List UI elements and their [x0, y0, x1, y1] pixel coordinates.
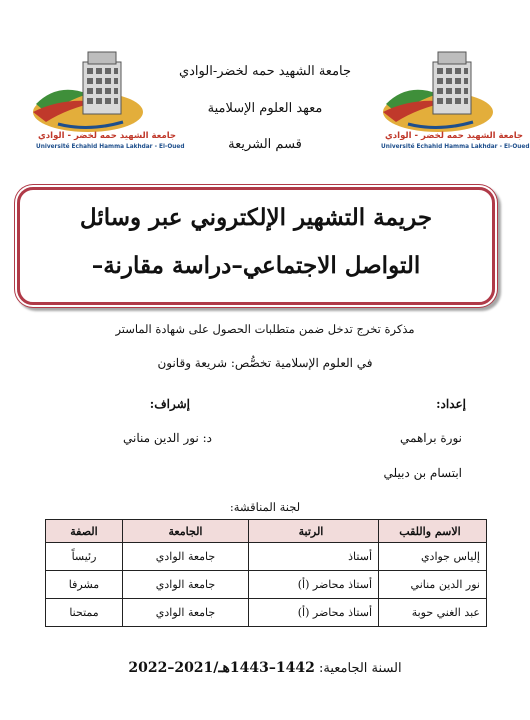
jury-member-role: مشرفا [46, 571, 123, 599]
jury-member-university: جامعة الوادي [123, 543, 249, 571]
university-emblem-icon [28, 42, 153, 137]
jury-label: لجنة المناقشة: [229, 500, 301, 514]
table-row [46, 571, 487, 599]
academic-year-label: السنة الجامعية: [318, 661, 402, 676]
academic-year-value: 1442–1443هـ/2021–2022 [128, 660, 315, 676]
university-emblem-icon [378, 42, 503, 137]
logo-left-caption-ar: جامعة الشهيد حمه لخضر - الوادي [38, 131, 177, 141]
jury-member-university: جامعة الوادي [123, 599, 249, 627]
jury-member-role: رئيساً [46, 543, 123, 571]
jury-member-rank: أستاذ محاضر (أ) [249, 571, 379, 599]
student-1: نورة براهمي [400, 431, 462, 445]
thesis-title-line-2: التواصل الاجتماعي–دراسة مقارنة– [91, 252, 421, 279]
logo-right-caption-en: Université Echahid Hamma Lakhdar - El-Oued [381, 144, 530, 150]
jury-member-role: ممتحنا [46, 599, 123, 627]
supervisor-name: د: نور الدين مناني [123, 431, 212, 445]
jury-member-rank: أستاذ محاضر (أ) [249, 599, 379, 627]
thesis-title-line-1: جريمة التشهير الإلكتروني عبر وسائل [79, 204, 433, 231]
memo-description: مذكرة تخرج تدخل ضمن متطلبات الحصول على شهادة الماستر [115, 322, 415, 336]
thesis-title-frame [17, 187, 495, 305]
logo-right-caption-ar: جامعة الشهيد حمه لخضر - الوادي [385, 131, 524, 141]
prep-label: إعداد: [436, 397, 466, 411]
department-name: قسم الشريعة [228, 137, 302, 152]
jury-header-name: الاسم واللقب [379, 520, 487, 543]
jury-header-university: الجامعة [123, 520, 249, 543]
university-logo-right [378, 42, 503, 137]
jury-table-header-row [46, 520, 487, 543]
jury-member-name: نور الدين مناني [379, 571, 487, 599]
jury-member-university: جامعة الوادي [123, 571, 249, 599]
university-name: جامعة الشهيد حمه لخضر-الوادي [178, 64, 352, 79]
jury-header-role: الصفة [46, 520, 123, 543]
table-row [46, 599, 487, 627]
jury-member-name: عبد الغني حوبة [379, 599, 487, 627]
logo-left-caption-en: Université Echahid Hamma Lakhdar - El-Oued [36, 144, 185, 150]
university-logo-left [28, 42, 153, 137]
table-row [46, 543, 487, 571]
institute-name: معهد العلوم الإسلامية [207, 101, 323, 116]
student-2: ابتسام بن دبيلي [383, 466, 462, 480]
academic-year [0, 660, 530, 676]
supervision-label: إشراف: [149, 397, 190, 411]
specialty: في العلوم الإسلامية تخصُّص: شريعة وقانون [157, 356, 373, 370]
jury-member-rank: أستاذ [249, 543, 379, 571]
jury-member-name: إلياس جوادي [379, 543, 487, 571]
jury-table [45, 519, 487, 627]
jury-header-rank: الرتبة [249, 520, 379, 543]
